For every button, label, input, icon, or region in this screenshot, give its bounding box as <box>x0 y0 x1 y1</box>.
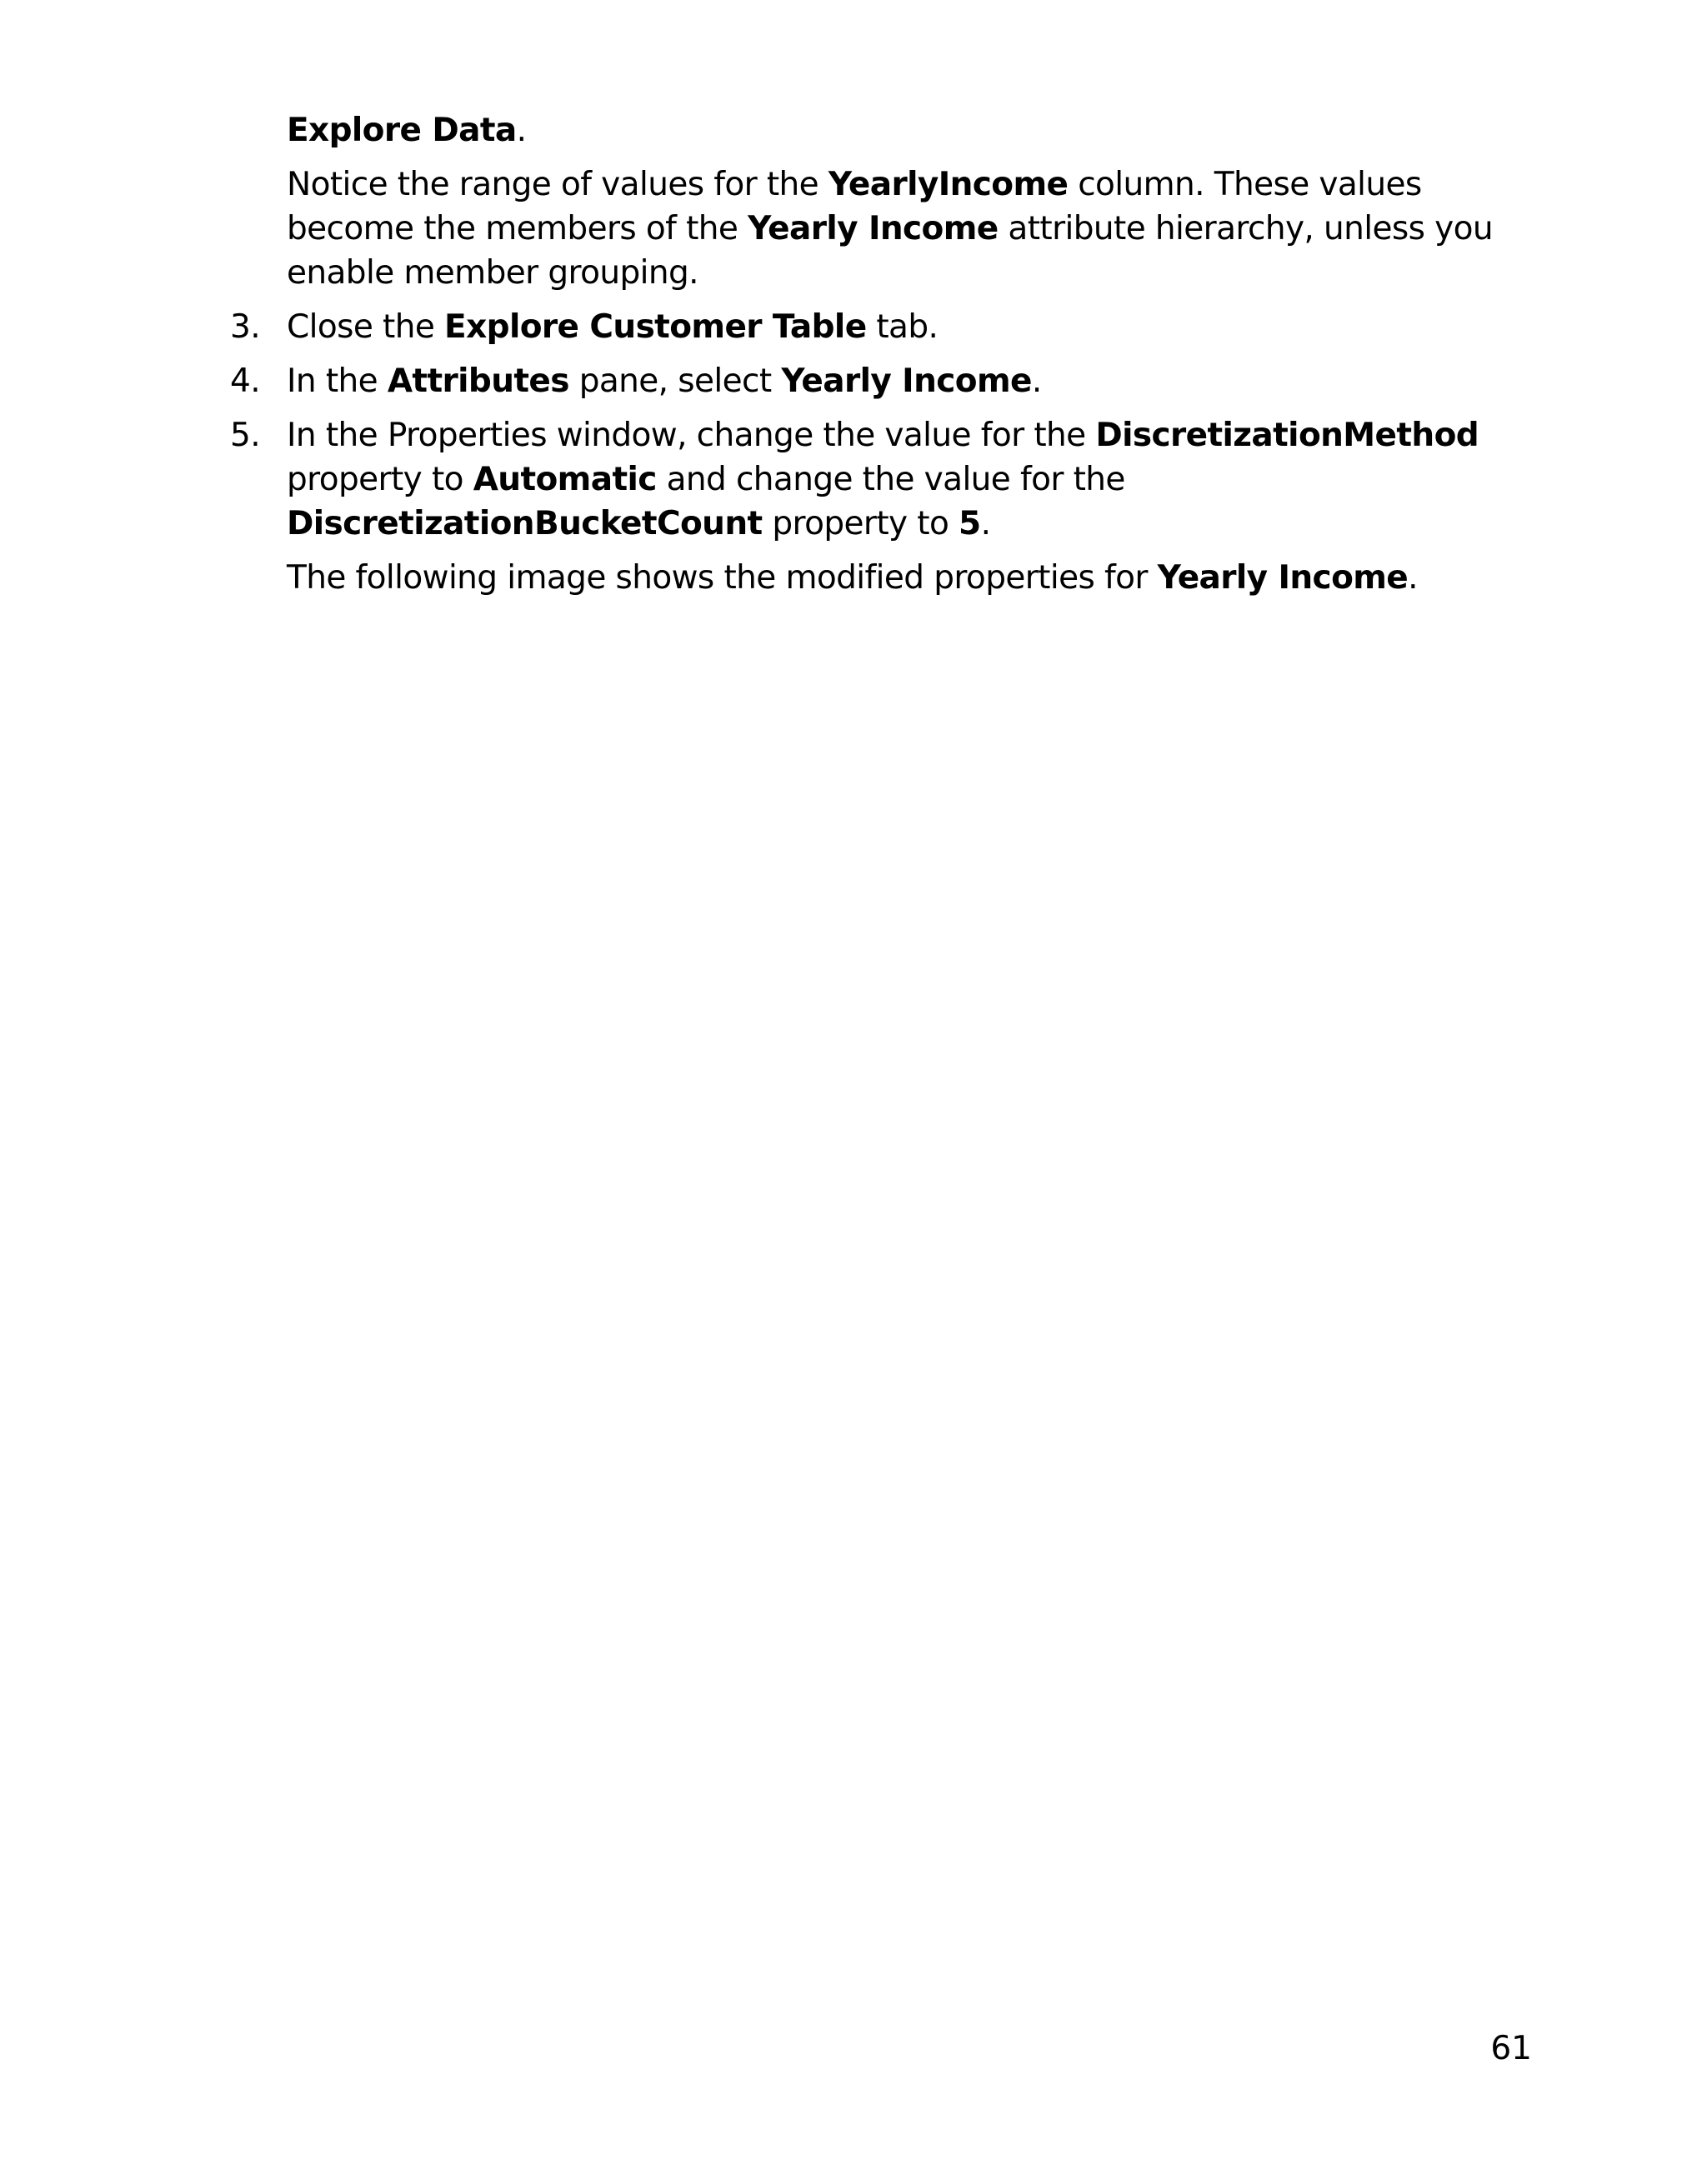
step-text <box>287 305 1547 349</box>
document-content <box>230 108 1547 610</box>
step-5-text-4: property to <box>762 505 959 542</box>
continued-step-line <box>230 108 1547 152</box>
step-5-text-1: In the Properties window, change the value for the <box>287 417 1096 454</box>
step-number: 3. <box>230 308 261 346</box>
step-5-text-2: property to <box>287 461 473 498</box>
following-text-1: The following image shows the modified properties for <box>287 559 1158 597</box>
step-3-text-2: tab. <box>866 308 939 346</box>
step-5-bold-3: DiscretizationBucketCount <box>287 505 763 542</box>
notice-text-2: column. These values become the members of the <box>287 166 1422 247</box>
continued-line-suffix: . <box>516 112 527 149</box>
step-5 <box>230 413 1547 546</box>
step-number: 4. <box>230 362 261 400</box>
following-bold-yearly-income: Yearly Income <box>1157 559 1409 597</box>
step-4-text-3: . <box>1031 362 1042 400</box>
step-5-bold-4: 5 <box>959 505 981 542</box>
step-number: 5. <box>230 417 261 454</box>
step-text <box>287 359 1547 403</box>
following-image-paragraph <box>230 556 1547 600</box>
step-4 <box>230 359 1547 403</box>
notice-bold-yearly-income: Yearly Income <box>748 210 999 247</box>
step-5-text-3: and change the value for the <box>656 461 1125 498</box>
notice-text-3: attribute hierarchy, unless you enable member grouping. <box>287 210 1493 292</box>
notice-bold-yearlyincome: YearlyIncome <box>828 166 1069 203</box>
step-5-text-5: . <box>980 505 991 542</box>
notice-paragraph <box>230 162 1547 295</box>
step-5-bold-2: Automatic <box>473 461 657 498</box>
step-3-bold-1: Explore Customer Table <box>444 308 867 346</box>
step-3 <box>230 305 1547 349</box>
step-5-bold-1: DiscretizationMethod <box>1095 417 1479 454</box>
step-3-text-1: Close the <box>287 308 445 346</box>
page-number: 61 <box>1490 2030 1532 2067</box>
step-4-bold-1: Attributes <box>387 362 569 400</box>
notice-text-1: Notice the range of values for the <box>287 166 828 203</box>
step-4-text-2: pane, select <box>568 362 782 400</box>
following-text-2: . <box>1408 559 1418 597</box>
step-4-text-1: In the <box>287 362 388 400</box>
explore-data-label: Explore Data <box>287 112 517 149</box>
step-4-bold-2: Yearly Income <box>781 362 1032 400</box>
step-text <box>287 413 1547 546</box>
